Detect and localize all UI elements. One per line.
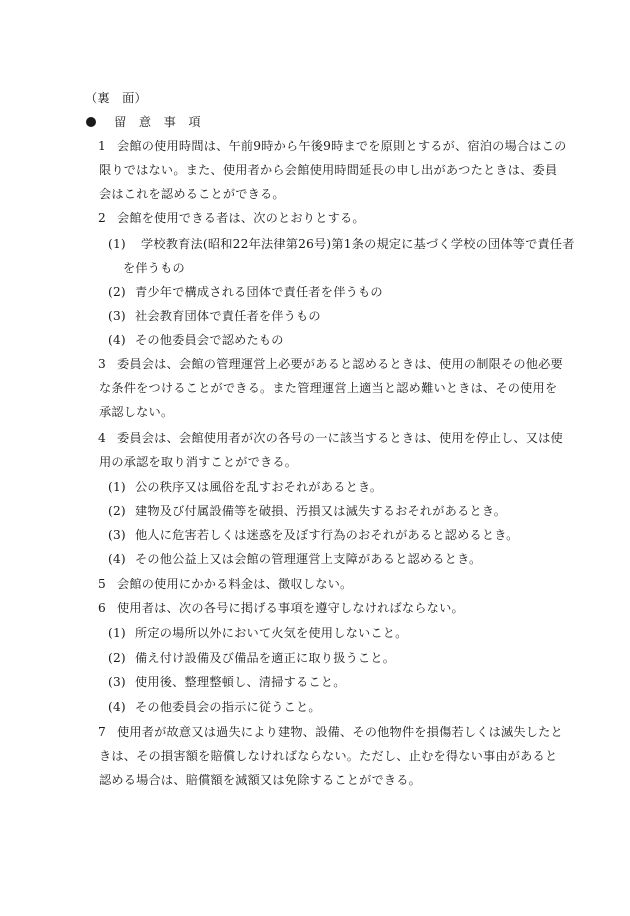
item-4-sub-3-number: (3) bbox=[108, 528, 126, 542]
item-1-line-1: 会館の使用時間は、午前9時から午後9時までを原則とするが、宿泊の場合はこの bbox=[117, 139, 567, 153]
item-2-sub-4-line-1: その他委員会で認めたもの bbox=[135, 333, 284, 347]
side-label: （裏 面） bbox=[85, 91, 147, 105]
item-4-sub-4-line-1: その他公益上又は会館の管理運営上支障があると認めるとき。 bbox=[135, 552, 482, 566]
item-2-sub-1-line-2: を伴うもの bbox=[123, 261, 185, 275]
item-7-line-1: 使用者が故意又は過失により建物、設備、その他物件を損傷若しくは滅失したと bbox=[117, 725, 563, 739]
item-3-line-1: 委員会は、会館の管理運営上必要があると認めるときは、使用の制限その他必要 bbox=[117, 357, 563, 371]
item-2-sub-3-line-1: 社会教育団体で責任者を伴うもの bbox=[135, 309, 321, 323]
item-6-sub-4-line-1: その他委員会の指示に従うこと。 bbox=[135, 700, 321, 714]
item-2-sub-1-number: (1) bbox=[108, 237, 126, 251]
item-4-sub-4-number: (4) bbox=[108, 552, 126, 566]
item-6-sub-1-line-1: 所定の場所以外において火気を使用しないこと。 bbox=[135, 626, 408, 640]
item-6-sub-2-number: (2) bbox=[108, 651, 126, 665]
item-4-sub-1-line-1: 公の秩序又は風俗を乱すおそれがあるとき。 bbox=[135, 480, 383, 494]
item-4-number: 4 bbox=[98, 431, 106, 445]
item-4-sub-2-number: (2) bbox=[108, 504, 126, 518]
item-2-sub-3-number: (3) bbox=[108, 309, 126, 323]
item-1-line-3: 会はこれを認めることができる。 bbox=[99, 187, 285, 201]
item-6-sub-2-line-1: 備え付け設備及び備品を適正に取り扱うこと。 bbox=[135, 651, 396, 665]
item-2-sub-1-line-1: 学校教育法(昭和22年法律第26号)第1条の規定に基づく学校の団体等で責任者 bbox=[141, 237, 575, 251]
item-7-number: 7 bbox=[98, 725, 106, 739]
item-6-sub-4-number: (4) bbox=[108, 700, 126, 714]
item-6-sub-3-number: (3) bbox=[108, 675, 126, 689]
item-7-line-2: きは、その損害額を賠償しなければならない。ただし、止むを得ない事由があると bbox=[99, 749, 558, 763]
item-6-number: 6 bbox=[98, 601, 106, 615]
item-2-sub-4-number: (4) bbox=[108, 333, 126, 347]
item-5-line-1: 会館の使用にかかる料金は、徴収しない。 bbox=[117, 577, 353, 591]
item-6-line-1: 使用者は、次の各号に掲げる事項を遵守しなければならない。 bbox=[117, 601, 464, 615]
item-3-number: 3 bbox=[98, 357, 106, 371]
heading-line bbox=[86, 114, 201, 130]
item-4-sub-1-number: (1) bbox=[108, 480, 126, 494]
item-4-sub-3-line-1: 他人に危害若しくは迷惑を及ぼす行為のおそれがあると認めるとき。 bbox=[135, 528, 519, 542]
bullet-circle-icon bbox=[86, 117, 96, 127]
item-1-line-2: 限りではない。また、使用者から会館使用時間延長の申し出があつたときは、委員 bbox=[99, 163, 558, 177]
item-2-line-1: 会館を使用できる者は、次のとおりとする。 bbox=[117, 211, 365, 225]
item-4-line-1: 委員会は、会館使用者が次の各号の一に該当するときは、使用を停止し、又は使 bbox=[117, 431, 563, 445]
item-2-sub-2-number: (2) bbox=[108, 285, 126, 299]
item-4-line-2: 用の承認を取り消すことができる。 bbox=[99, 455, 298, 469]
item-6-sub-1-number: (1) bbox=[108, 626, 126, 640]
item-1-number: 1 bbox=[98, 139, 106, 153]
item-7-line-3: 認める場合は、賠償額を減額又は免除することができる。 bbox=[99, 773, 422, 787]
item-3-line-2: な条件をつけることができる。また管理運営上適当と認め難いときは、その使用を bbox=[99, 381, 558, 395]
item-4-sub-2-line-1: 建物及び付属設備等を破損、汚損又は滅失するおそれがあるとき。 bbox=[135, 504, 507, 518]
item-5-number: 5 bbox=[98, 577, 106, 591]
item-3-line-3: 承認しない。 bbox=[99, 405, 174, 419]
item-2-number: 2 bbox=[98, 211, 106, 225]
heading-title: 留 意 事 項 bbox=[114, 115, 201, 129]
item-2-sub-2-line-1: 青少年で構成される団体で責任者を伴うもの bbox=[135, 285, 383, 299]
item-6-sub-3-line-1: 使用後、整理整頓し、清掃すること。 bbox=[135, 675, 346, 689]
